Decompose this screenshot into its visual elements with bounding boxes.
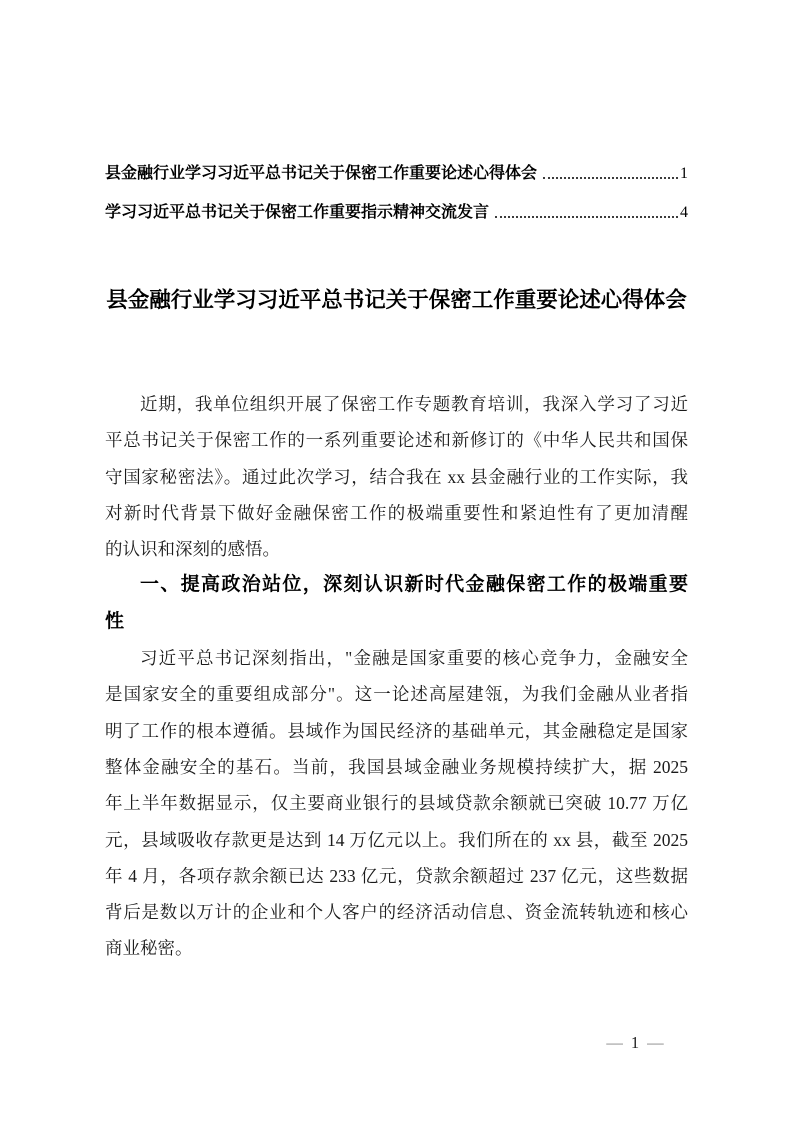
document-body (105, 386, 688, 967)
footer-page-number (560, 1033, 710, 1053)
page-number-value: 1 (630, 1033, 640, 1052)
paragraph-line: 对新时代背景下做好金融保密工作的极端重要性和紧迫性有了更加清醒 (105, 502, 688, 523)
paragraph-line: 的认识和深刻的感悟。 (105, 539, 280, 560)
paragraph-line: 年上半年数据显示，仅主要商业银行的县域贷款余额就已突破 10.77 万亿 (105, 793, 688, 814)
toc-entry[interactable] (105, 203, 688, 222)
paragraph-line: 元，县域吸收存款更是达到 14 万亿元以上。我们所在的 xx 县，截至 2025 (105, 829, 688, 850)
toc-page-number: 4 (680, 204, 688, 221)
toc-entry[interactable] (105, 164, 688, 183)
paragraph-line: 守国家秘密法》。通过此次学习，结合我在 xx 县金融行业的工作实际，我 (105, 466, 688, 487)
paragraph-line: 平总书记关于保密工作的一系列重要论述和新修订的《中华人民共和国保 (105, 430, 688, 451)
paragraph-line: 习近平总书记深刻指出，"金融是国家重要的核心竞争力，金融安全 (140, 648, 688, 669)
page-number-dash: — (647, 1033, 664, 1052)
toc-leader-dots (543, 177, 678, 179)
paragraph-line: 商业秘密。 (105, 938, 193, 959)
paragraph-line: 是国家安全的重要组成部分"。这一论述高屋建瓴，为我们金融从业者指 (105, 684, 688, 705)
toc-entry-title: 县金融行业学习习近平总书记关于保密工作重要论述心得体会 (105, 165, 538, 182)
paragraph-line: 近期，我单位组织开展了保密工作专题教育培训，我深入学习了习近 (140, 394, 688, 414)
section-heading-line: 一、提高政治站位，深刻认识新时代金融保密工作的极端重要 (140, 574, 688, 596)
paragraph-line: 整体金融安全的基石。当前，我国县域金融业务规模持续扩大，据 2025 (105, 756, 688, 777)
section-heading-line: 性 (105, 610, 125, 632)
toc-page-number: 1 (680, 165, 688, 182)
table-of-contents (105, 164, 688, 242)
document-title: 县金融行业学习习近平总书记关于保密工作重要论述心得体会 (106, 288, 687, 312)
toc-entry-title: 学习习近平总书记关于保密工作重要指示精神交流发言 (105, 204, 490, 221)
paragraph-line: 年 4 月，各项存款余额已达 233 亿元，贷款余额超过 237 亿元，这些数据 (105, 865, 688, 886)
paragraph-line: 背后是数以万计的企业和个人客户的经济活动信息、资金流转轨迹和核心 (105, 902, 688, 923)
toc-leader-dots (495, 216, 678, 218)
page-number-dash: — (606, 1033, 623, 1052)
paragraph-line: 明了工作的根本遵循。县域作为国民经济的基础单元，其金融稳定是国家 (105, 720, 688, 741)
